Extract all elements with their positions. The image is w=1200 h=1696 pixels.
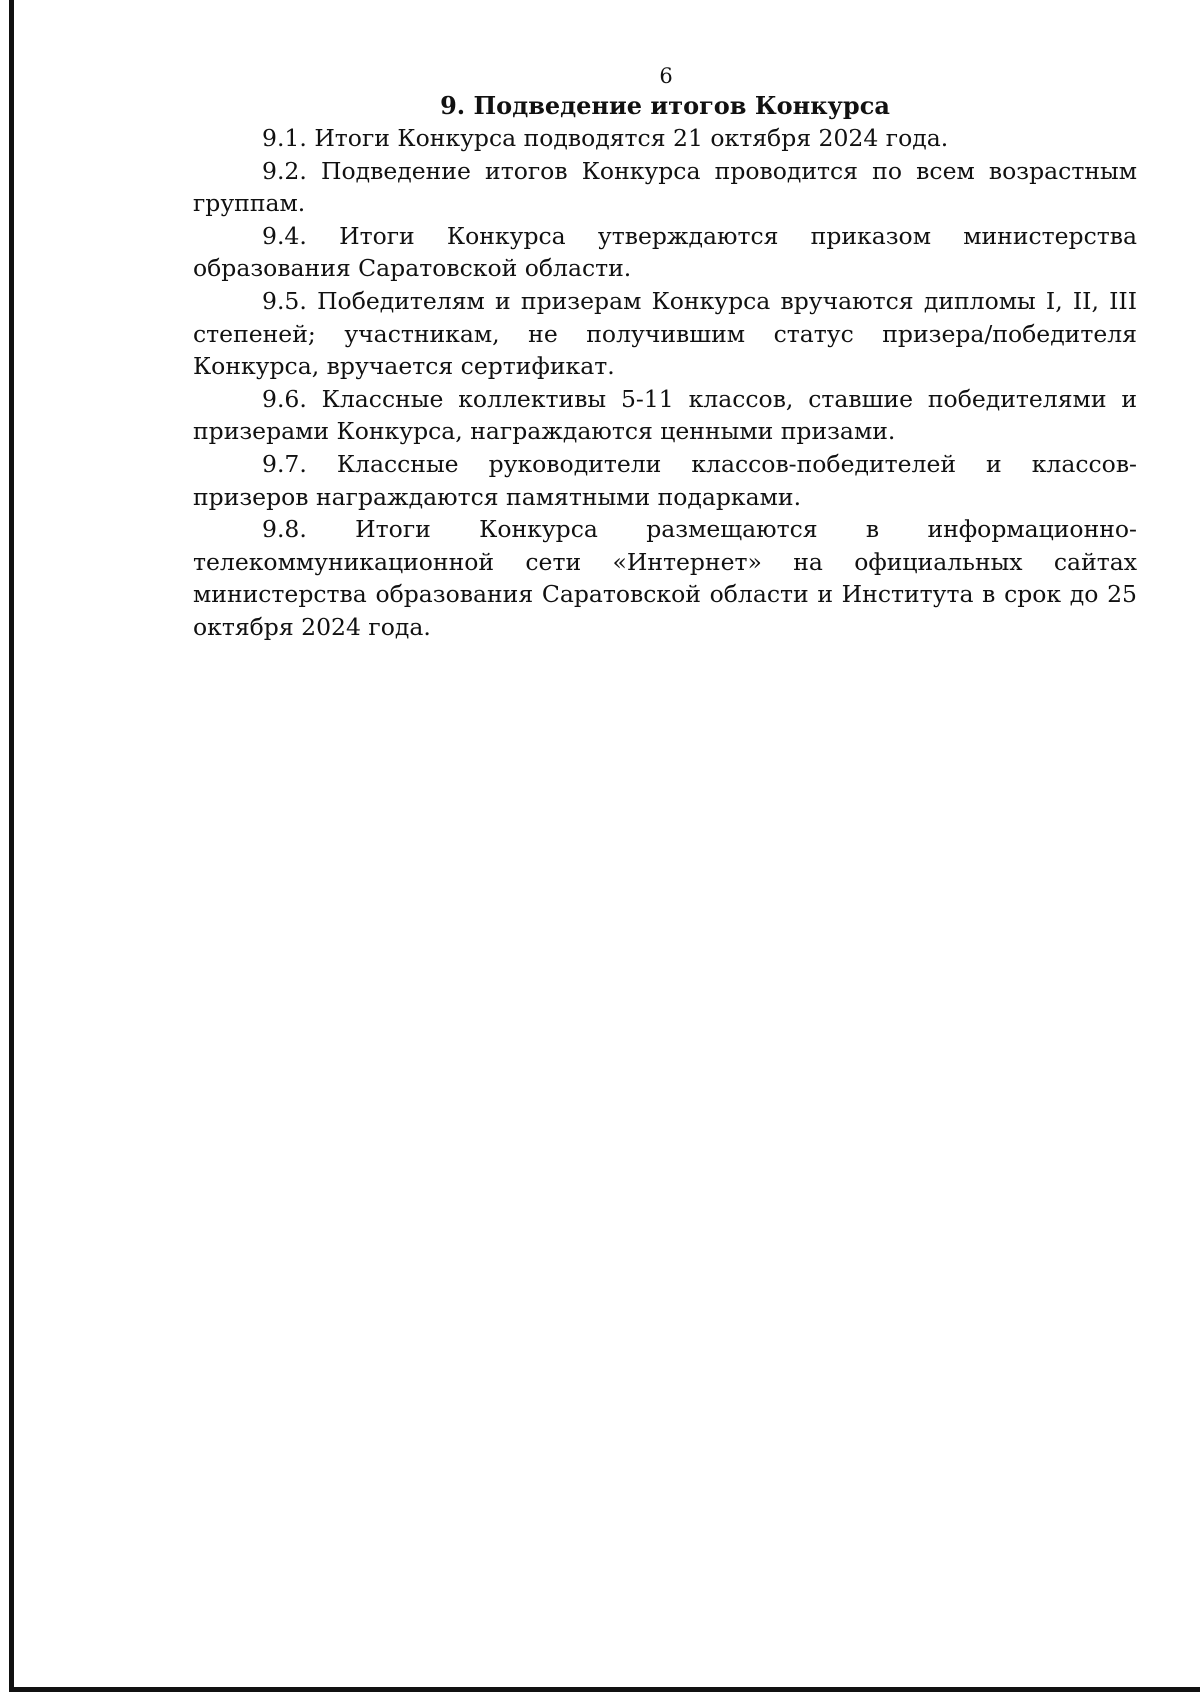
page-number: 6 — [659, 64, 673, 88]
paragraph-9-7: 9.7. Классные руководители классов-победителей и классов-призеров награждаются памятными подарками. — [193, 449, 1137, 511]
paragraph-9-1: 9.1. Итоги Конкурса подводятся 21 октября 2024 года. — [262, 124, 949, 152]
section-title: 9. Подведение итогов Конкурса — [440, 91, 890, 120]
paragraph-9-6: 9.6. Классные коллективы 5-11 классов, ставшие победителями и призерами Конкурса, награждаются ценными призами. — [193, 384, 1137, 446]
paragraph-9-5: 9.5. Победителям и призерам Конкурса вручаются дипломы I, II, III степеней; участникам, не получившим статус призера/победителя Конкурса, вручается сертификат. — [193, 286, 1137, 381]
paragraph-9-4: 9.4. Итоги Конкурса утверждаются приказом министерства образования Саратовской области. — [193, 221, 1137, 283]
scan-border-bottom — [9, 1687, 1200, 1692]
paragraph-9-8: 9.8. Итоги Конкурса размещаются в информационно-телекоммуникационной сети «Интернет» на официальных сайтах министерства образования Саратовской области и Института в срок до 25 октября 2024 года. — [193, 515, 1137, 641]
scan-border-left — [9, 0, 14, 1690]
document-body — [193, 90, 1137, 644]
paragraph-9-2: 9.2. Подведение итогов Конкурса проводится по всем возрастным группам. — [193, 156, 1137, 218]
